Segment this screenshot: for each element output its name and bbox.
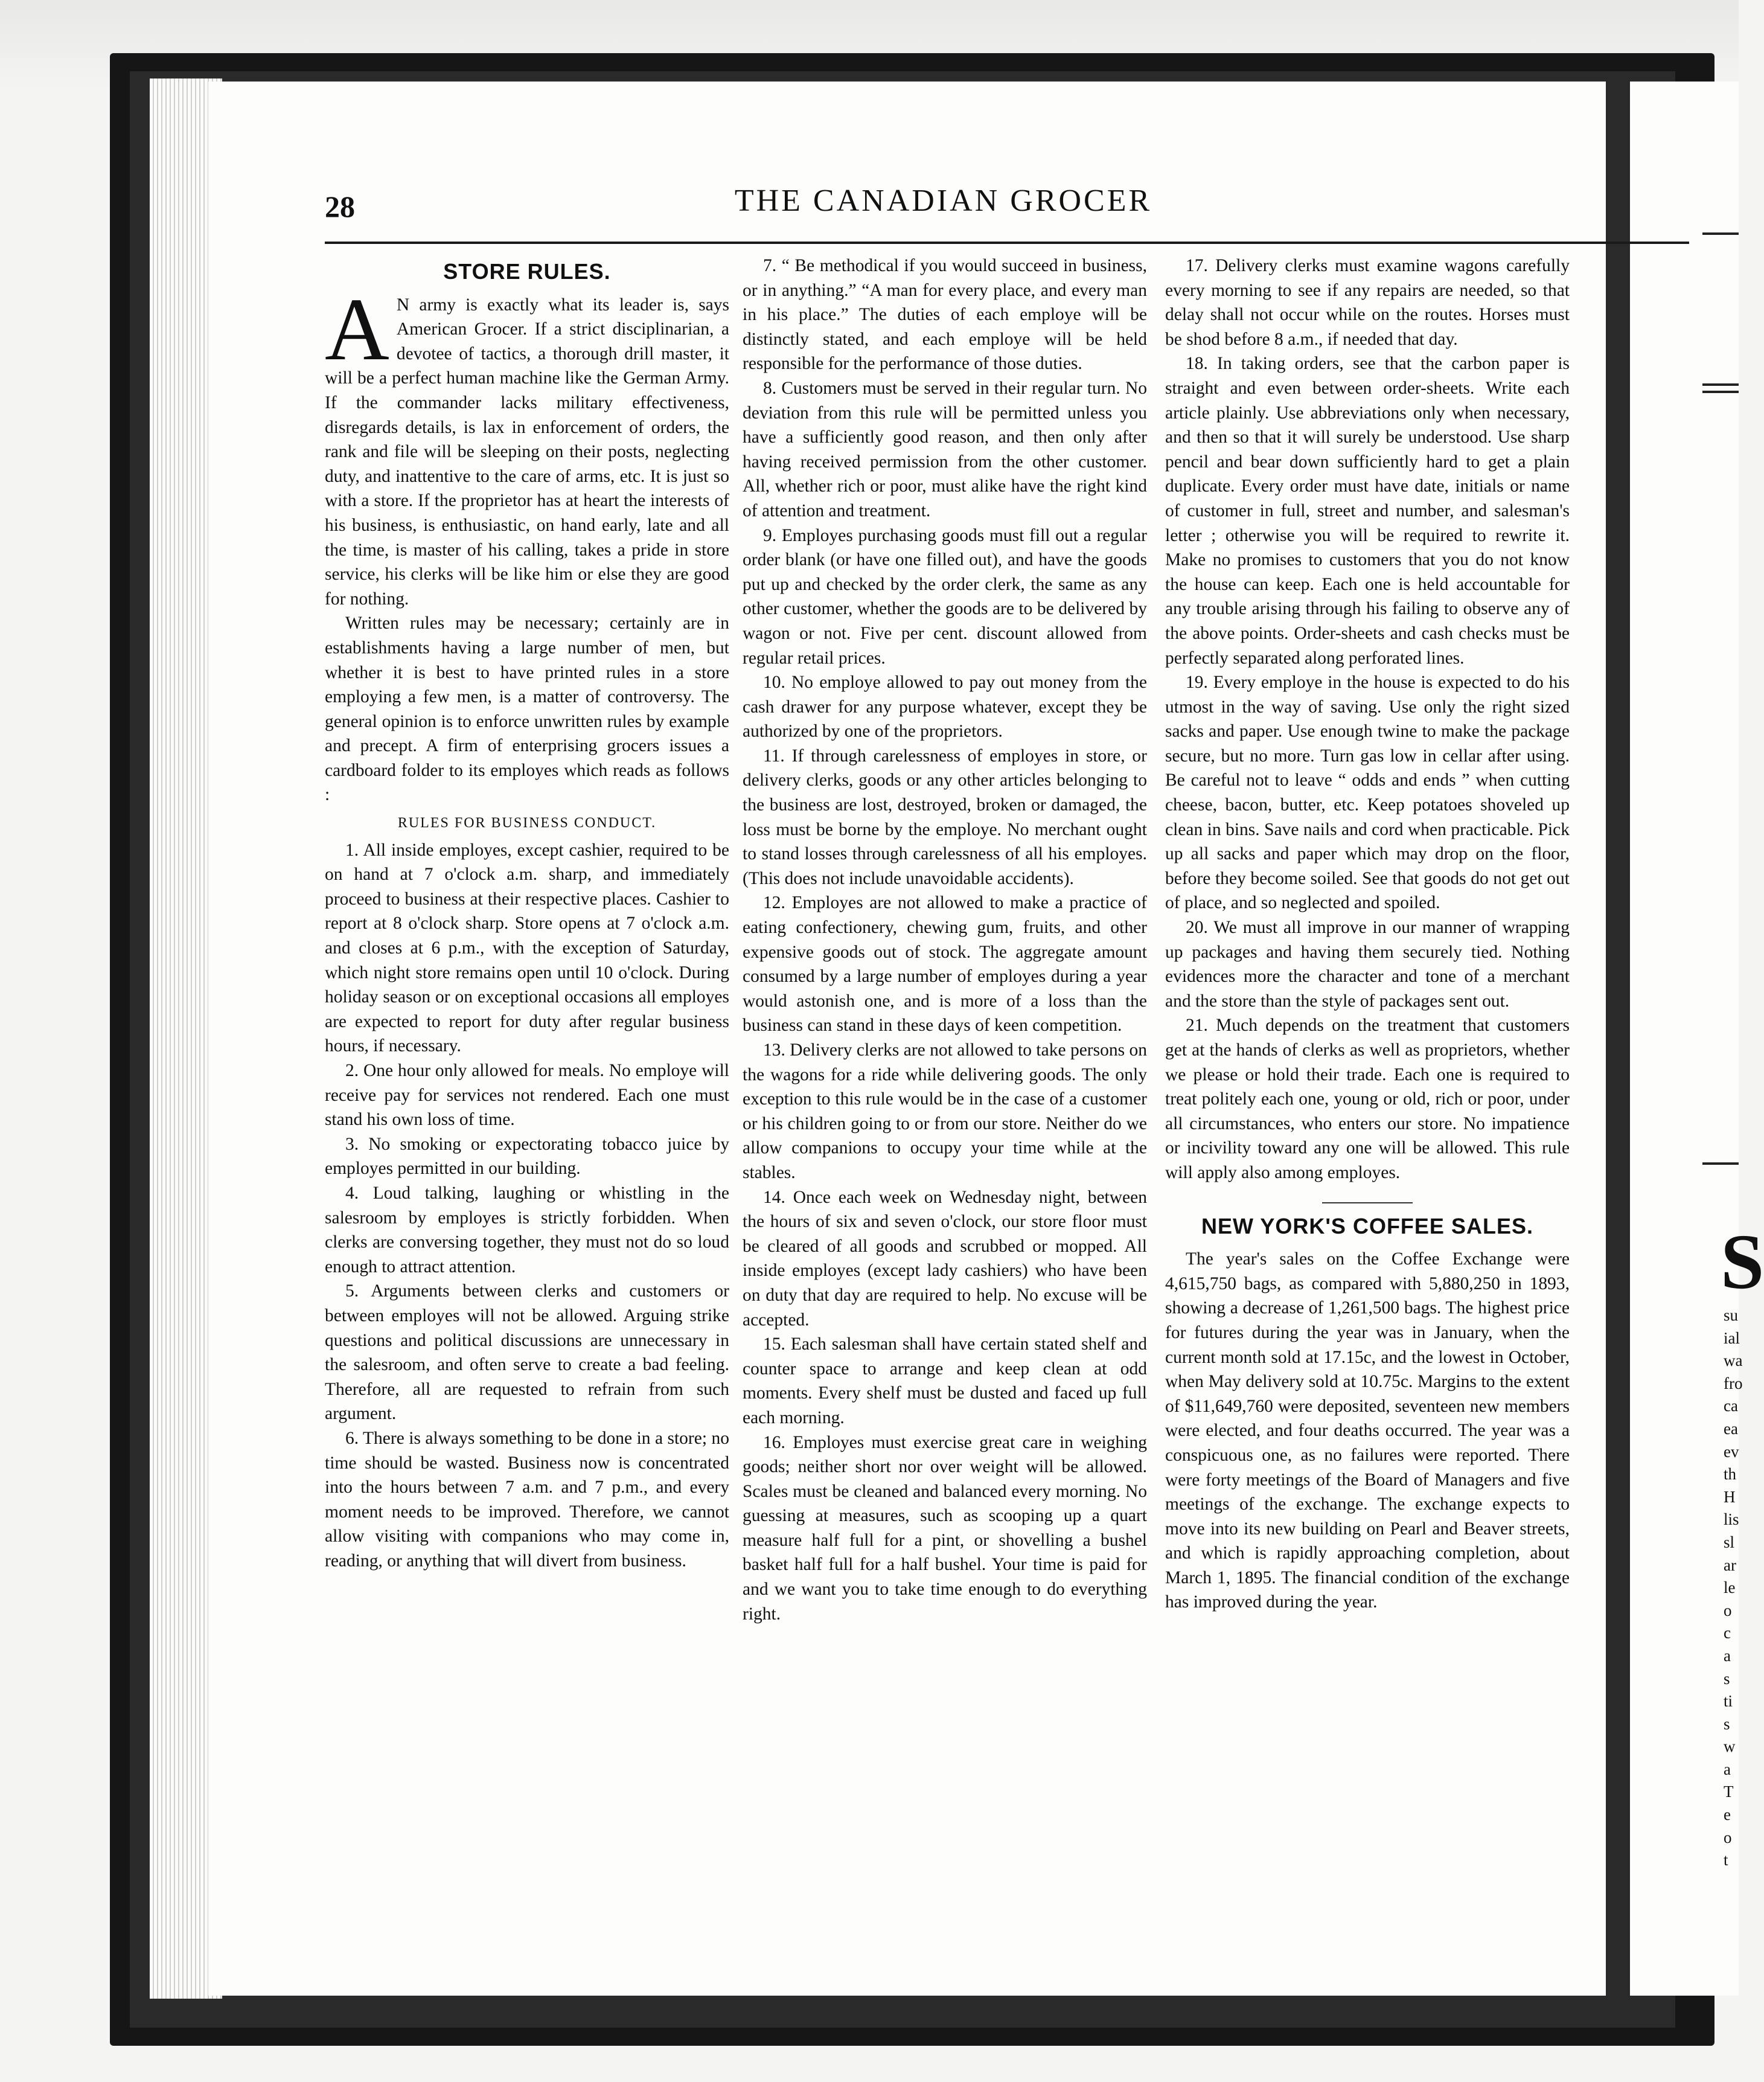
adjacent-page-fragment: lis xyxy=(1724,1510,1739,1529)
adjacent-page-rule xyxy=(1702,232,1739,235)
adjacent-page-drop-letter: S xyxy=(1721,1219,1764,1305)
adjacent-page-fragment: c xyxy=(1724,1624,1731,1642)
rule-paragraph: 3. No smoking or expectorating tobacco juice by employes permitted in our building. xyxy=(325,1134,729,1179)
rule-paragraph: 11. If through carelessness of employes in store, or delivery clerks, goods or any other articles belonging to the business are lost, destroyed, broken or damaged, the loss must be borne by the employe. No merchant ought to stand losses through carelessness of all his employes. (This does not include unavoidable accidents). xyxy=(743,746,1147,888)
adjacent-page-fragment: o xyxy=(1724,1828,1732,1847)
adjacent-page-fragment: T xyxy=(1724,1783,1734,1801)
page-number: 28 xyxy=(325,190,355,223)
adjacent-page-fragment: a xyxy=(1724,1646,1731,1665)
adjacent-page-fragment: fro xyxy=(1724,1374,1743,1392)
rule-paragraph: 9. Employes purchasing goods must fill out a regular order blank (or have one filled out), and have the goods put up and checked by the order clerk, the same as any other customer, whether the goods are to be delivered by wagon or not. Five per cent. discount allowed from regular retail prices. xyxy=(743,525,1147,668)
intro-paragraph: Written rules may be necessary; certainly are in establishments having a large number of men, but whether it is best to have printed rules in a store employing a few men, is a matter of controversy. The general opinion is to enforce unwritten rules by example and precept. A firm of enterprising grocers issues a cardboard folder to its employes which reads as follows : xyxy=(325,613,729,805)
adjacent-page-fragment: ev xyxy=(1724,1442,1739,1461)
rule-paragraph: 20. We must all improve in our manner of wrapping up packages and having them securely tied. Nothing evidences more the character and tone of a merchant and the store than the style of packages sent out. xyxy=(1165,918,1570,1011)
rule-paragraph: 1. All inside employes, except cashier, required to be on hand at 7 o'clock a.m. sharp, and immediately proceed to business at their respective places. Cashier to report at 8 o'clock sharp. Store opens at 7 o'clock a.m. and closes at 6 p.m., with the exception of Saturday, which night store remains open until 10 o'clock. During holiday season or on exceptional occasions all employes are expected to report for duty after regular business hours, if necessary. xyxy=(325,840,729,1056)
page-header xyxy=(208,82,1606,257)
adjacent-page-fragment: o xyxy=(1724,1601,1732,1619)
article-separator xyxy=(1322,1202,1413,1203)
adjacent-page-fragment: t xyxy=(1724,1851,1728,1869)
adjacent-page-fragment: le xyxy=(1724,1578,1736,1597)
masthead: THE CANADIAN GROCER xyxy=(734,184,1152,218)
adjacent-page-fragment: ea xyxy=(1724,1419,1738,1438)
adjacent-page-fragment: ti xyxy=(1724,1692,1733,1711)
adjacent-page-fragment: ar xyxy=(1724,1555,1736,1574)
adjacent-page-fragments xyxy=(1724,1304,1742,1872)
adjacent-page-fragment: sl xyxy=(1724,1533,1735,1551)
adjacent-page-fragment: ial xyxy=(1724,1328,1740,1347)
rule-paragraph: 15. Each salesman shall have certain stated shelf and counter space to arrange and keep clean at odd moments. Every shelf must be dusted and faced up full each morning. xyxy=(743,1334,1147,1427)
column-2 xyxy=(743,254,1147,1626)
rule-paragraph: 17. Delivery clerks must examine wagons carefully every morning to see if any repairs are needed, so that delay shall not occur while on the routes. Horses must be shod before 8 a.m., if needed that day. xyxy=(1165,256,1570,349)
rule-paragraph: 10. No employe allowed to pay out money from the cash drawer for any purpose whatever, except they be authorized by one of the proprietors. xyxy=(743,673,1147,742)
adjacent-page-fragment: w xyxy=(1724,1737,1736,1756)
adjacent-page-rule xyxy=(1702,1162,1739,1165)
adjacent-page-rule xyxy=(1702,383,1739,386)
article-title: NEW YORK'S COFFEE SALES. xyxy=(1201,1213,1533,1238)
adjacent-page-fragment: wa xyxy=(1724,1351,1743,1370)
article-body: The year's sales on the Coffee Exchange were 4,615,750 bags, as compared with 5,880,250 in 1893, showing a decrease of 1,261,500 bags. The highest price for futures during the year was in January, when the current month sold at 17.15c, and the lowest in October, when May delivery sold at 10.75c. Margins to the extent of $11,649,760 were deposited, seventeen new members were elected, and four deaths occurred. The year was a conspicuous one, as no failures were reported. There were forty meetings of the Board of Managers and five meetings of the exchange. The exchange expects to move into its new building on Pearl and Beaver streets, and which is rapidly approaching completion, about March 1, 1895. The financial condition of the exchange has improved during the year. xyxy=(1165,1249,1570,1612)
article-title: STORE RULES. xyxy=(443,259,611,284)
rule-paragraph: 18. In taking orders, see that the carbon paper is straight and even between order-sheets. Write each article plainly. Use abbreviations only when necessary, and then so that it will surely be understood. Use sharp pencil and bear down sufficiently hard to get a plain duplicate. Every order must have date, initials or name of customer in full, street and number, and salesman's letter ; otherwise you will be required to rewrite it. Make no promises to customers that you do not know the house can keep. Each one is held accountable for any trouble arising through his failing to observe any of the above points. Order-sheets and cash checks must be perfectly separated along perforated lines. xyxy=(1165,354,1570,668)
adjacent-page-fragment: th xyxy=(1724,1465,1737,1484)
rule-paragraph: 21. Much depends on the treatment that customers get at the hands of clerks as well as proprietors, whether we please or hold their trade. Each one is required to treat politely each one, young or old, rich or poor, under all circumstances, who enters our store. No impatience or incivility toward any one will be allowed. This rule will apply also among employes. xyxy=(1165,1016,1570,1182)
rule-paragraph: 2. One hour only allowed for meals. No employe will receive pay for services not rendered. Each one must stand his own loss of time. xyxy=(325,1061,729,1130)
rules-subheading: RULES FOR BUSINESS CONDUCT. xyxy=(397,815,657,831)
rule-paragraph: 5. Arguments between clerks and customers or between employes will not be allowed. Arguing strike questions and political discussions are unnecessary in the salesroom, and often serve to create a bad feeling. Therefore, all are requested to refrain from such argument. xyxy=(325,1281,729,1424)
rule-paragraph: 12. Employes are not allowed to make a practice of eating confectionery, chewing gum, fruits, and other expensive goods out of stock. The aggregate amount consumed by a large number of employes during a year would astonish one, and is more of a loss than the business can stand in these days of keen competition. xyxy=(743,893,1147,1036)
adjacent-page-fragment: su xyxy=(1724,1306,1739,1324)
column-3 xyxy=(1165,254,1570,1615)
rule-paragraph: 14. Once each week on Wednesday night, between the hours of six and seven o'clock, our store floor must be cleared of all goods and scrubbed or mopped. All inside employes (except lady cashiers) who have been on duty that day are required to help. No excuse will be accepted. xyxy=(743,1187,1147,1330)
drop-cap: A xyxy=(325,280,389,379)
header-rule xyxy=(325,242,1689,244)
intro-paragraph: A N army is exactly what its leader is, says American Grocer. If a strict disciplinarian, a devotee of tactics, a thorough drill master, it will be a perfect human machine like the German Army. If the commander lacks military effectiveness, disregards details, is lax in enforcement of orders, the rank and file will be sleeping on their posts, neglecting duty, and inattentive to the care of arms, etc. It is just so with a store. If the proprietor has at heart the interests of his business, is enthusiastic, on hand early, late and all the time, is master of his calling, takes a pride in store service, his clerks will be like him or else they are good for nothing. xyxy=(325,280,729,609)
rule-paragraph: 16. Employes must exercise great care in weighing goods; neither short nor over weight will be allowed. Scales must be cleaned and balanced every morning. No guessing at measures, such as scooping up a quart measure half full for a pint, or shovelling a bushel basket half full for a half bushel. Your time is paid for and we want you to take time enough to do everything right. xyxy=(743,1432,1147,1624)
rule-paragraph: 19. Every employe in the house is expected to do his utmost in the way of saving. Use only the right sized sacks and paper. Use enough twine to make the package secure, but no more. Turn gas low in cellar after using. Be careful not to leave “ odds and ends ” when cutting cheese, bacon, butter, etc. Keep potatoes shoveled up clean in bins. Save nails and cord when practicable. Pick up all sacks and paper which may drop on the floor, before they become soiled. See that goods do not get out of place, and so neglected and spoiled. xyxy=(1165,673,1570,913)
adjacent-page-fragment: e xyxy=(1724,1805,1731,1824)
rule-paragraph: 8. Customers must be served in their regular turn. No deviation from this rule will be permitted unless you have a sufficiently good reason, and then only after having received permission from the other customer. All, whether rich or poor, must alike have the right kind of attention and treatment. xyxy=(743,378,1147,520)
adjacent-page-fragment: a xyxy=(1724,1760,1731,1778)
adjacent-page-fragment: H xyxy=(1724,1487,1736,1506)
adjacent-page-rule xyxy=(1702,391,1739,393)
adjacent-page xyxy=(1630,82,1764,1996)
rule-paragraph: 13. Delivery clerks are not allowed to take persons on the wagons for a ride while delivering goods. The only exception to this rule would be in the case of a customer or his children going to or from our store. Neither do we allow companions to occupy your time while at the stables. xyxy=(743,1040,1147,1182)
rule-paragraph: 7. “ Be methodical if you would succeed in business, or in anything.” “A man for every place, and every man in his place.” The duties of each employe will be distinctly stated, and each employe will be held responsible for the performance of those duties. xyxy=(743,256,1147,374)
adjacent-page-fragment: s xyxy=(1724,1669,1730,1688)
rule-paragraph: 4. Loud talking, laughing or whistling in the salesroom by employes is strictly forbidden. When clerks are conversing together, they must not do so loud enough to attract attention. xyxy=(325,1183,729,1276)
adjacent-page-fragment: ca xyxy=(1724,1397,1738,1415)
rule-paragraph: 6. There is always something to be done in a store; no time should be wasted. Business now is concentrated into the hours between 7 a.m. and 7 p.m., and every moment needs to be improved. Therefore, we cannot allow visiting with companions who may come in, reading, or anything that will divert from business. xyxy=(325,1428,729,1571)
adjacent-page-fragment: s xyxy=(1724,1714,1730,1733)
newspaper-page xyxy=(208,82,1606,1996)
column-1 xyxy=(325,254,729,1573)
